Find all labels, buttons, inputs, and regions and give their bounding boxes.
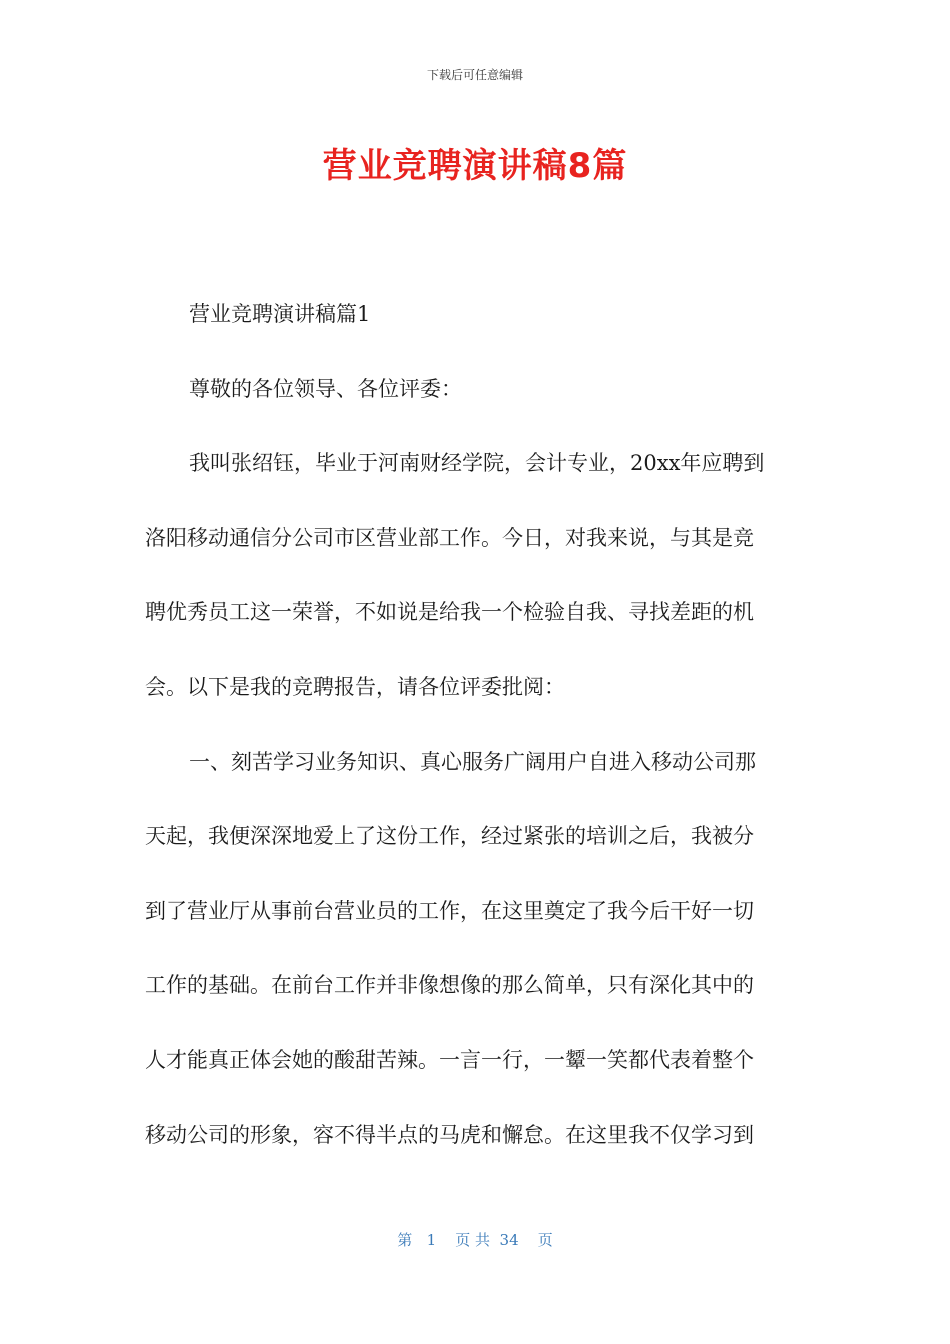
paragraph-line: 天起，我便深深地爱上了这份工作，经过紧张的培训之后，我被分 bbox=[145, 824, 754, 849]
section-heading: 营业竞聘演讲稿篇1 bbox=[189, 302, 371, 326]
footer-label-total: 页 共 bbox=[455, 1231, 490, 1249]
paragraph-line: 移动公司的形象，容不得半点的马虎和懈怠。在这里我不仅学习到 bbox=[145, 1122, 754, 1147]
footer-label-page: 第 bbox=[397, 1231, 413, 1249]
paragraph-line: 聘优秀员工这一荣誉，不如说是给我一个检验自我、寻找差距的机 bbox=[145, 600, 754, 625]
paragraph-line: 一、刻苦学习业务知识、真心服务广阔用户自进入移动公司那 bbox=[189, 749, 756, 774]
footer-total-pages: 34 bbox=[499, 1231, 519, 1249]
footer-page-number: 1 bbox=[426, 1231, 437, 1249]
paragraph-line: 到了营业厅从事前台营业员的工作，在这里奠定了我今后干好一切 bbox=[145, 898, 754, 923]
paragraph-line: 工作的基础。在前台工作并非像想像的那么简单，只有深化其中的 bbox=[145, 973, 754, 998]
paragraph-line: 洛阳移动通信分公司市区营业部工作。今日，对我来说，与其是竞 bbox=[145, 525, 754, 550]
paragraph-line: 会。以下是我的竞聘报告，请各位评委批阅： bbox=[145, 674, 565, 699]
document-title: 营业竞聘演讲稿8篇 bbox=[322, 146, 628, 186]
salutation: 尊敬的各位领导、各位评委： bbox=[189, 376, 462, 401]
footer-label-unit: 页 bbox=[537, 1231, 553, 1249]
paragraph-line: 我叫张绍钰，毕业于河南财经学院，会计专业，20xx年应聘到 bbox=[189, 451, 765, 476]
header-note: 下载后可任意编辑 bbox=[426, 68, 523, 82]
document-body bbox=[145, 277, 805, 1172]
page-footer bbox=[0, 1229, 950, 1250]
paragraph-line: 人才能真正体会她的酸甜苦辣。一言一行，一颦一笑都代表着整个 bbox=[145, 1047, 754, 1072]
